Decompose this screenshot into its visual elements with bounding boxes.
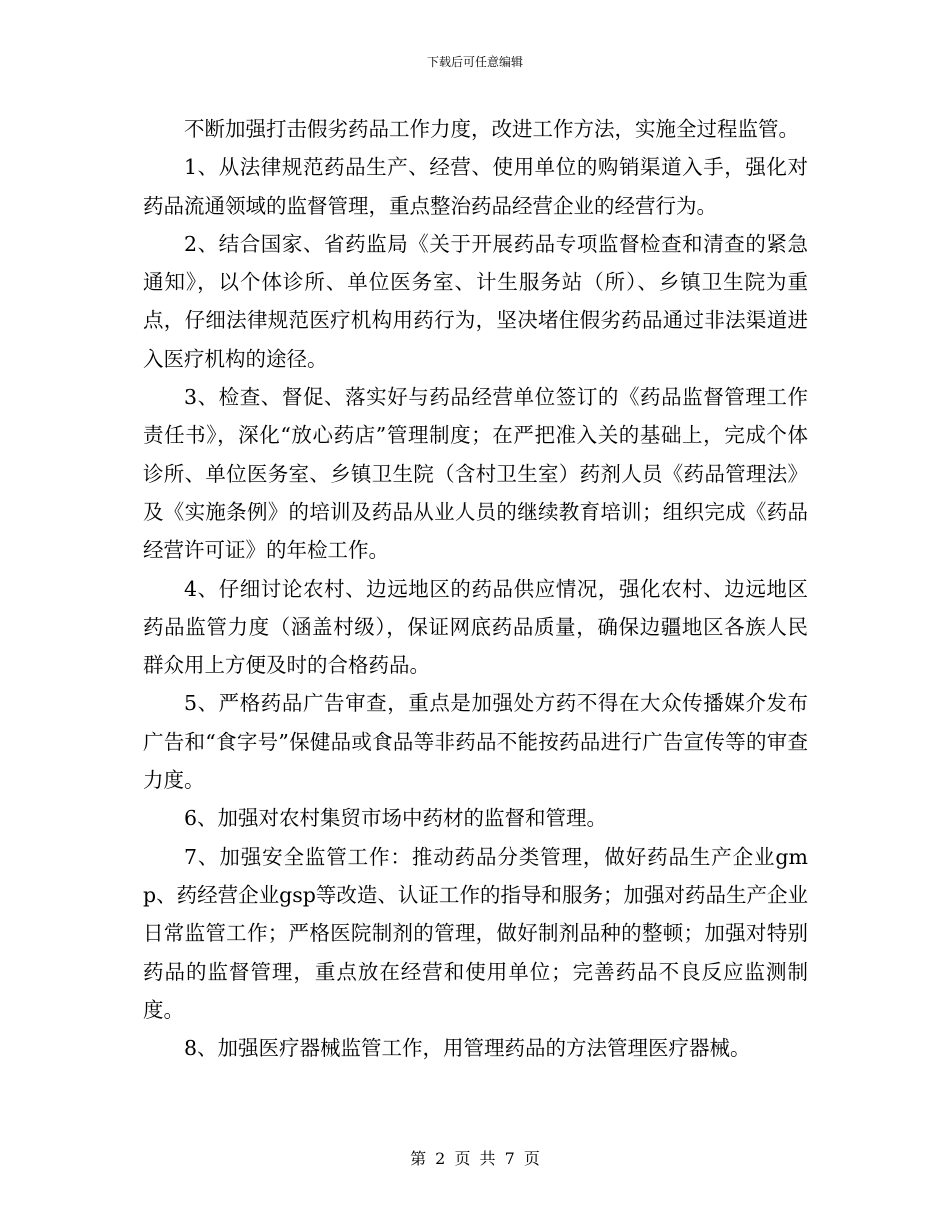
item-8-paragraph: 8、加强医疗器械监管工作，用管理药品的方法管理医疗器械。 xyxy=(184,1036,751,1061)
page-header: 下载后可任意编辑 xyxy=(426,55,523,69)
page-number: 第 2 页 共 7 页 xyxy=(410,1149,540,1168)
item-3-paragraph: 3、检查、督促、落实好与药品经营单位签订的《药品监督管理工作责任书》，深化“放心药店”管理制度；在严把准入关的基础上，完成个体诊所、单位医务室、乡镇卫生院（含村卫生室）药剂人员《药品管理法》及《实施条例》的培训及药品从业人员的继续教育培训；组织完成《药品经营许可证》的年检工作。 xyxy=(143,385,808,563)
intro-paragraph: 不断加强打击假劣药品工作力度，改进工作方法，实施全过程监管。 xyxy=(184,117,799,141)
item-7-paragraph: 7、加强安全监管工作：推动药品分类管理，做好药品生产企业gmp、药经营企业gsp等改造、认证工作的指导和服务；加强对药品生产企业日常监管工作；严格医院制剂的管理，做好制剂品种的整顿；加强对特别药品的监督管理，重点放在经营和使用单位；完善药品不良反应监测制度。 xyxy=(143,844,808,1022)
item-4-paragraph: 4、仔细讨论农村、边远地区的药品供应情况，强化农村、边远地区药品监管力度（涵盖村级），保证网底药品质量，确保边疆地区各族人民群众用上方便及时的合格药品。 xyxy=(143,576,808,678)
item-1-paragraph: 1、从法律规范药品生产、经营、使用单位的购销渠道入手，强化对药品流通领域的监督管理，重点整治药品经营企业的经营行为。 xyxy=(143,155,808,218)
item-2-paragraph: 2、结合国家、省药监局《关于开展药品专项监督检查和清查的紧急通知》，以个体诊所、单位医务室、计生服务站（所）、乡镇卫生院为重点，仔细法律规范医疗机构用药行为，坚决堵住假劣药品通过非法渠道进入医疗机构的途径。 xyxy=(143,231,808,371)
document-body xyxy=(143,110,808,1067)
item-5-paragraph: 5、严格药品广告审查，重点是加强处方药不得在大众传播媒介发布广告和“食字号”保健品或食品等非药品不能按药品进行广告宣传等的审查力度。 xyxy=(143,691,808,793)
item-6-paragraph: 6、加强对农村集贸市场中药材的监督和管理。 xyxy=(184,806,608,831)
